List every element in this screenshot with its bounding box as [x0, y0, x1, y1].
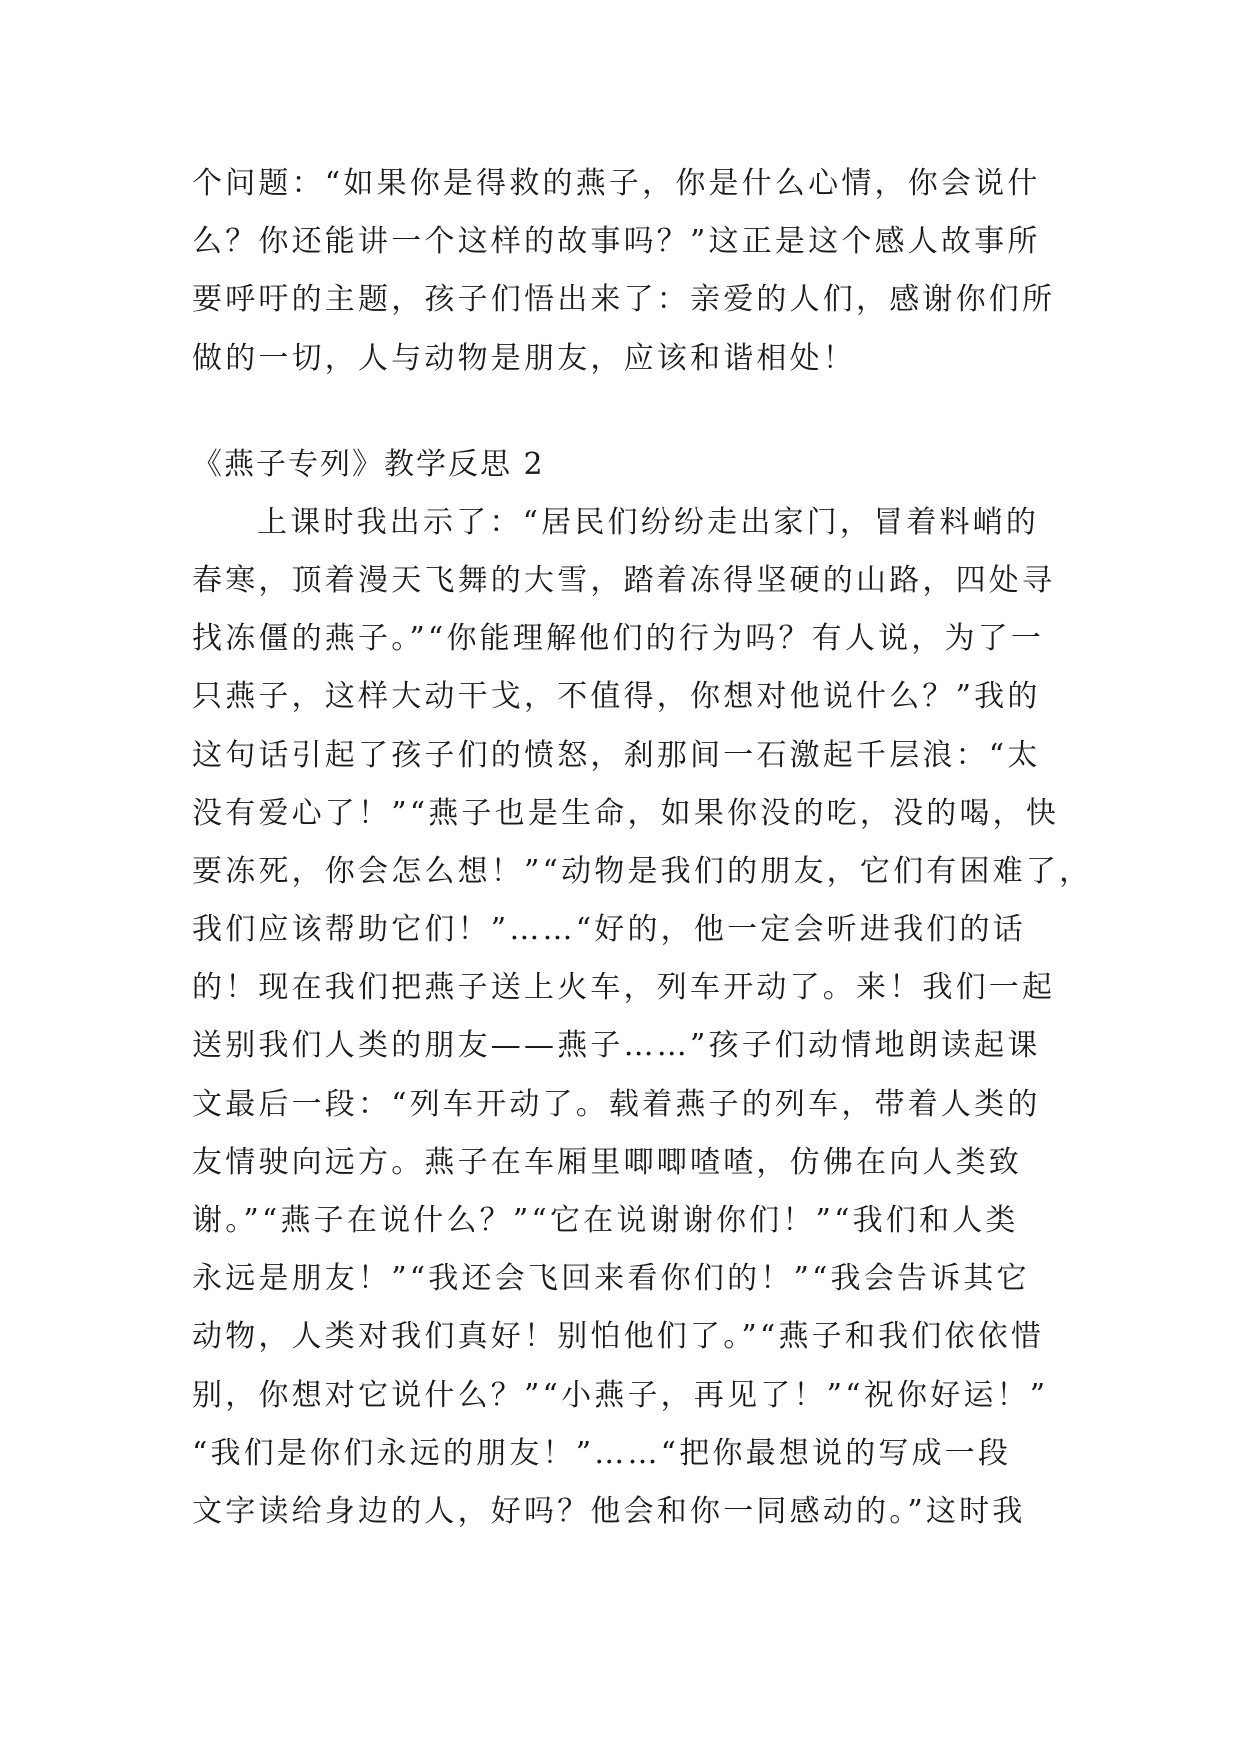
paragraph-line: 文字读给身边的人，好吗？他会和你一同感动的。”这时我 [192, 1493, 1026, 1529]
paragraph-line: 我们应该帮助它们！”……“好的，他一定会听进我们的话 [192, 912, 1026, 948]
paragraph-line: 做的一切，人与动物是朋友，应该和谐相处！ [192, 340, 856, 376]
paragraph-line: 要冻死，你会怎么想！”“动物是我们的朋友，它们有困难了， [192, 853, 1093, 889]
paragraph-line: 没有爱心了！”“燕子也是生命，如果你没的吃，没的喝，快 [192, 795, 1060, 831]
paragraph-line: 的！现在我们把燕子送上火车，列车开动了。来！我们一起 [192, 970, 1056, 1006]
paragraph-line: 友情驶向远方。燕子在车厢里唧唧喳喳，仿佛在向人类致 [192, 1144, 1022, 1180]
document-page [192, 155, 1093, 1541]
paragraph-line: 只燕子，这样大动干戈，不值得，你想对他说什么？”我的 [192, 679, 1041, 715]
paragraph-line: 找冻僵的燕子。”“你能理解他们的行为吗？有人说，为了一 [192, 621, 1045, 657]
paragraph-2 [192, 494, 1093, 1541]
paragraph-line: 动物，人类对我们真好！别怕他们了。”“燕子和我们依依惜 [192, 1319, 1045, 1355]
paragraph-line: 么？你还能讲一个这样的故事吗？”这正是这个感人故事所 [192, 224, 1041, 260]
paragraph-line: 谢。”“燕子在说什么？”“它在说谢谢你们！”“我们和人类 [192, 1203, 1019, 1238]
section-title: 《燕子专列》教学反思 2 [192, 446, 545, 482]
paragraph-line: 要呼吁的主题，孩子们悟出来了：亲爱的人们，感谢你们所 [192, 282, 1056, 318]
paragraph-line: 个问题：“如果你是得救的燕子，你是什么心情，你会说什 [192, 166, 1041, 201]
paragraph-1 [192, 155, 1056, 388]
paragraph-line: 上课时我出示了：“居民们纷纷走出家门，冒着料峭的 [257, 504, 1040, 540]
paragraph-line: 永远是朋友！”“我还会飞回来看你们的！”“我会告诉其它 [192, 1261, 1030, 1297]
paragraph-line: 春寒，顶着漫天飞舞的大雪，踏着冻得坚硬的山路，四处寻 [192, 562, 1056, 598]
paragraph-line: 送别我们人类的朋友——燕子……”孩子们动情地朗读起课 [192, 1028, 1041, 1064]
paragraph-line: “我们是你们永远的朋友！”……“把你最想说的写成一段 [192, 1435, 1012, 1471]
paragraph-line: 这句话引起了孩子们的愤怒，刹那间一石激起千层浪：“太 [192, 737, 1041, 773]
paragraph-line: 别，你想对它说什么？”“小燕子，再见了！”“祝你好运！” [192, 1377, 1049, 1413]
paragraph-line: 文最后一段：“列车开动了。载着燕子的列车，带着人类的 [192, 1086, 1041, 1122]
